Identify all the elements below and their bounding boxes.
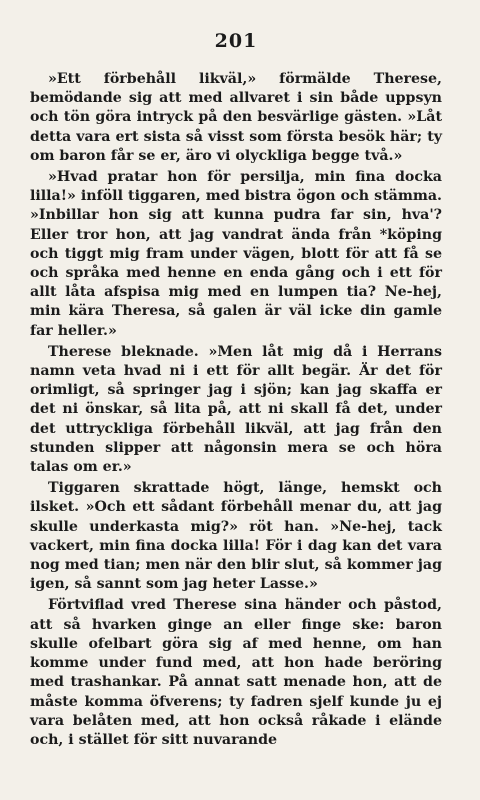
paragraph-5: Förtviflad vred Therese sina händer och påstod, att så hvarken ginge an eller finge ske: baron skulle ofelbart göra sig af med henne, om han komme under fund med, att hon hade beröring med trashankar. På annat satt menade hon, att de måste komma öfverens; ty fadren sjelf kunde ju ej vara belåten med, att hon också råkade i elände och, i stället för sitt nuvarande	[30, 597, 442, 748]
paragraph-3: Therese bleknade. »Men låt mig då i Herrans namn veta hvad ni i ett för allt begär. Är det för orimligt, så springer jag i sjön; kan jag skaffa er det ni önskar, så lita på, att ni skall få det, under det uttryckliga förbehåll likväl, att jag från den stunden slipper att någonsin mera se och höra talas om er.»	[30, 343, 442, 476]
paragraph-4: Tiggaren skrattade högt, länge, hemskt och ilsket. »Och ett sådant förbehåll menar du, att jag skulle underkasta mig?» röt han. »Ne-hej, tack vackert, min fina docka lilla! För i dag kan det vara nog med tian; men när den blir slut, så kommer jag igen, så sannt som jag heter Lasse.»	[30, 480, 442, 593]
page-number: 201	[214, 30, 258, 52]
paragraph-1: »Ett förbehåll likväl,» förmälde Therese, bemödande sig att med allvaret i sin både uppsyn och tön göra intryck på den besvärlige gästen. »Låt detta vara ert sista så visst som första besök här; ty om baron får se er, äro vi olyckliga begge två.»	[30, 71, 442, 164]
paragraph-2: »Hvad pratar hon för persilja, min fina docka lilla!» inföll tiggaren, med bistra ögon och stämma. »Inbillar hon sig att kunna pudra far sin, hva'? Eller tror hon, att jag vandrat ända från *köping och tiggt mig fram under vägen, blott för att få se och språka med henne en enda gång och i ett för allt låta afspisa mig med en lumpen tia? Ne-hej, min kära Theresa, så galen är väl icke din gamle far heller.»	[30, 169, 442, 339]
